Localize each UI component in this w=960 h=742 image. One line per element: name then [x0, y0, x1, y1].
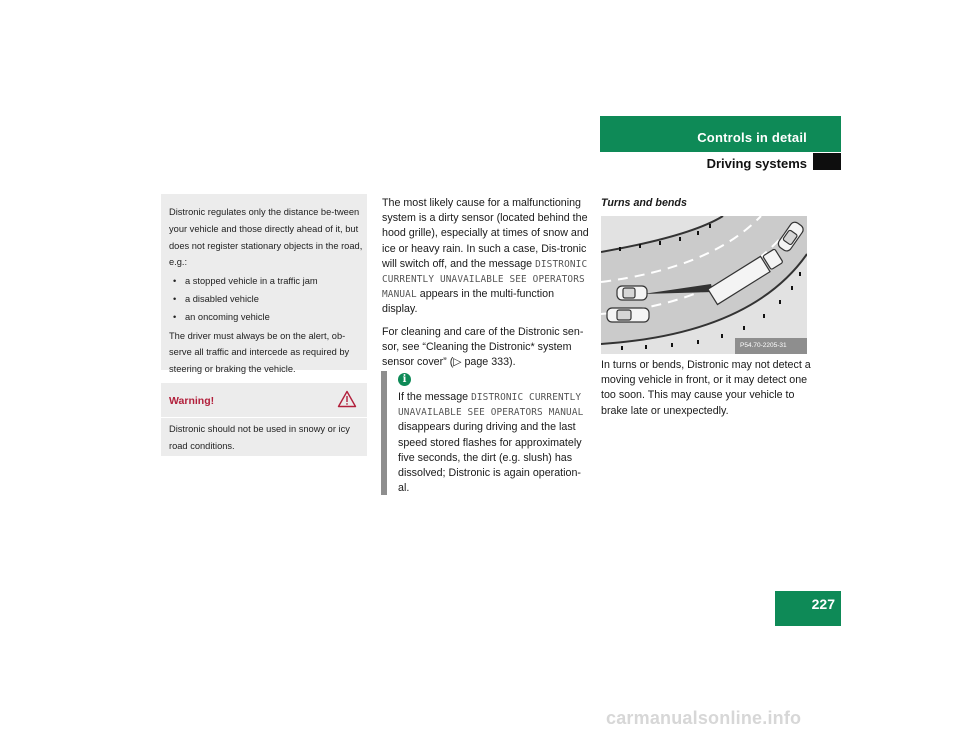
list-item: • an oncoming vehicle — [169, 309, 363, 326]
header-marker — [813, 153, 841, 170]
note-list — [169, 273, 363, 326]
display-message: DISTRONIC CURRENTLY UNAVAILABLE SEE OPERATORS MANUAL — [382, 258, 588, 301]
list-item: • a disabled vehicle — [169, 291, 363, 308]
section-title: Controls in detail — [697, 130, 807, 145]
info-text-part: disappears during driving and the last speed stored flashes for approximately five seconds, the dirt (e.g. slush) has dissolved; Distronic is again operation-al. — [398, 421, 582, 495]
note-intro: Distronic regulates only the distance be-tween your vehicle and those directly ahead of it, but does not register stationary objects in the road, e.g.: — [169, 207, 363, 268]
list-item: • a stopped vehicle in a traffic jam — [169, 273, 363, 290]
warning-text: Distronic should not be used in snowy or icy road conditions. — [169, 424, 350, 451]
info-text-part: If the message — [398, 391, 469, 403]
warning-triangle-icon — [337, 390, 357, 413]
figure-caption: P54.70-2205-31 — [740, 342, 787, 349]
malfunction-text — [382, 196, 590, 377]
turns-illustration — [601, 216, 807, 354]
warning-label: Warning! — [169, 395, 215, 407]
display-message: DISTRONIC CURRENTLY UNAVAILABLE SEE OPERATORS MANUAL — [398, 392, 584, 419]
note-text — [169, 204, 363, 378]
paragraph-text: The most likely cause for a malfunctioning system is a dirty sensor (located behind the hood grille), especially at times of snow and ice or heavy rain. In such a case, Dis-tronic will switch off, and the message — [382, 197, 589, 270]
turns-text: In turns or bends, Distronic may not detect a moving vehicle in front, or it may detect one too soon. This may cause your vehicle to brake late or unexpectedly. — [601, 359, 811, 417]
section-subtitle: Driving systems — [706, 156, 807, 171]
page-number: 227 — [811, 596, 835, 612]
watermark: carmanualsonline.info — [606, 708, 802, 728]
info-bar — [381, 371, 387, 495]
info-text — [398, 390, 590, 496]
paragraph-text: appears in the multi-function display. — [382, 288, 555, 316]
info-icon: i — [398, 373, 411, 386]
paragraph: For cleaning and care of the Distronic sen-sor, see “Cleaning the Distronic* system sensor cover” (▷ page 333). — [382, 325, 584, 369]
note-outro: The driver must always be on the alert, ob-serve all traffic and intercede as required by steering or braking the vehicle. — [169, 330, 350, 375]
section-heading: Turns and bends — [601, 197, 687, 209]
paragraph — [382, 196, 590, 318]
